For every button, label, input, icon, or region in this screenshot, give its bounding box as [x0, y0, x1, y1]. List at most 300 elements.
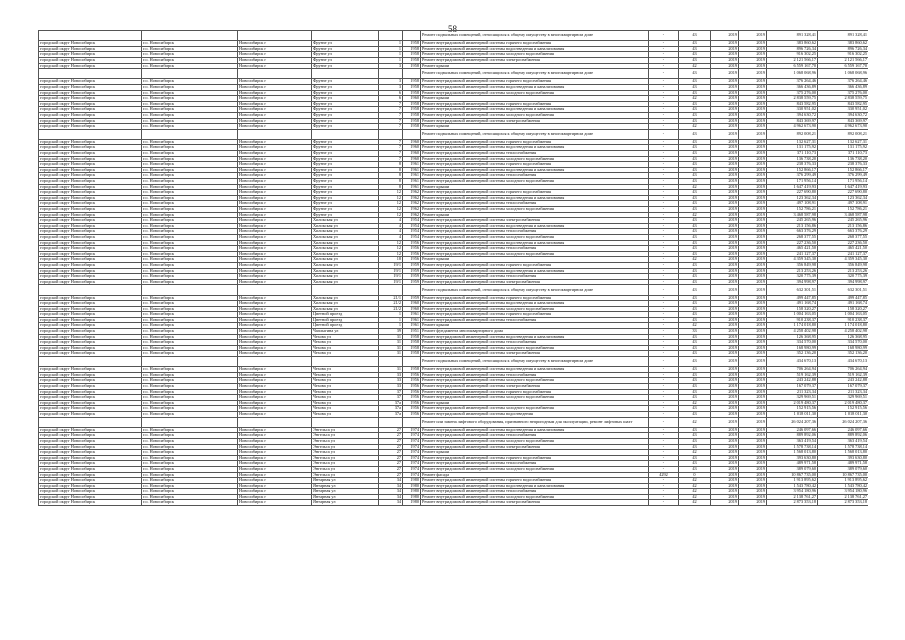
cell-house-number: 39	[379, 329, 403, 335]
cell-city: Новосибирск г	[238, 96, 312, 102]
table-body	[39, 31, 869, 506]
cell-build-year: 1958	[403, 57, 421, 63]
cell-year-start: 2019	[711, 251, 739, 257]
cell-house-number: 8	[379, 162, 403, 168]
cell-year-start: 2019	[711, 438, 739, 444]
cell-build-year: 1980	[403, 494, 421, 500]
cell-house-number: 33	[379, 372, 403, 378]
cell-build-year: 1958	[403, 367, 421, 373]
cell-street: Хилокская ул	[312, 262, 379, 268]
cell-municipality: городской округ Новосибирск	[39, 145, 142, 151]
cell-year-end: 2019	[739, 251, 767, 257]
cell-cost-total: 491 168,74	[818, 301, 869, 307]
cell-year-end: 2019	[739, 340, 767, 346]
cell-term: 43	[679, 173, 711, 179]
cell-city: Новосибирск г	[238, 372, 312, 378]
cell-street: Энгельса ул	[312, 472, 379, 478]
cell-year-end: 2019	[739, 184, 767, 190]
cell-district: г.о. Новосибирск	[142, 207, 238, 213]
cell-city: Новосибирск г	[238, 400, 312, 406]
cell-work-type: Ремонт внутридомовой инженерной системы водоотведения	[421, 411, 649, 417]
cell-municipality: городской округ Новосибирск	[39, 52, 142, 58]
cell-street: Цветной проезд	[312, 317, 379, 323]
cell-work-type: Ремонт внутридомовой инженерной системы холодного водоснабжения	[421, 156, 649, 162]
cell-cost-total: 10 867 735,00	[818, 472, 869, 478]
cell-build-year: 1956	[403, 411, 421, 417]
cell-city	[238, 285, 312, 295]
cell-work-type: Ремонт внутридомовой инженерной системы электроснабжения	[421, 444, 649, 450]
cell-district: г.о. Новосибирск	[142, 274, 238, 280]
cell-cost: 1 068 068,96	[767, 69, 818, 79]
cell-street: Хилокская ул	[312, 295, 379, 301]
cell-house-number: 33	[379, 384, 403, 390]
cell-municipality	[39, 31, 142, 41]
cell-street: Хилокская ул	[312, 223, 379, 229]
cell-work-type: Ремонт внутридомовой инженерной системы водоотведения и канализования	[421, 46, 649, 52]
cell-work-type: Ремонт внутридомовой инженерной системы горячего водоснабжения	[421, 79, 649, 85]
cell-city: Новосибирск г	[238, 190, 312, 196]
cell-street: Янтарная ул	[312, 494, 379, 500]
cell-work-type: Ремонт или замена лифтового оборудования, признанного непригодным для эксплуатации, ремонт лифтовых шахт	[421, 417, 649, 427]
cell-year-start: 2019	[711, 295, 739, 301]
cell-term: 43	[679, 466, 711, 472]
cell-year-start: 2019	[711, 489, 739, 495]
cell-work-type: Ремонт внутридомовой инженерной системы холодного водоснабжения	[421, 466, 649, 472]
cell-cost-total: 152 786,21	[818, 207, 869, 213]
cell-cost: 213 156,86	[767, 223, 818, 229]
cell-cost: 389 079,60	[767, 466, 818, 472]
cell-year-start: 2019	[711, 351, 739, 357]
cell-cost: 241 127,37	[767, 251, 818, 257]
cell-street: Янтарная ул	[312, 500, 379, 506]
cell-work-type: Ремонт внутридомовой инженерной системы горячего водоснабжения	[421, 162, 649, 168]
cell-city: Новосибирск г	[238, 301, 312, 307]
cell-build-year	[403, 357, 421, 367]
cell-work-type: Ремонт внутридомовой инженерной системы холодного водоснабжения	[421, 251, 649, 257]
cell-build-year: 1954	[403, 223, 421, 229]
cell-build-year	[403, 417, 421, 427]
cell-year-start: 2019	[711, 184, 739, 190]
cell-district: г.о. Новосибирск	[142, 334, 238, 340]
cell-municipality: городской округ Новосибирск	[39, 167, 142, 173]
cell-area: -	[649, 107, 679, 113]
cell-city: Новосибирск г	[238, 156, 312, 162]
cell-cost-total: 465 421,50	[818, 246, 869, 252]
cell-house-number: 19/1	[379, 279, 403, 285]
cell-city: Новосибирск г	[238, 173, 312, 179]
cell-area: -	[649, 229, 679, 235]
cell-house-number: 27	[379, 444, 403, 450]
cell-year-start: 2019	[711, 494, 739, 500]
cell-district: г.о. Новосибирск	[142, 84, 238, 90]
cell-work-type: Ремонт внутридомовой инженерной системы теплоснабжения	[421, 173, 649, 179]
cell-area: -	[649, 317, 679, 323]
cell-municipality: городской округ Новосибирск	[39, 494, 142, 500]
cell-district	[142, 285, 238, 295]
cell-area: -	[649, 162, 679, 168]
cell-district	[142, 417, 238, 427]
cell-area: -	[649, 433, 679, 439]
cell-area: -	[649, 351, 679, 357]
cell-cost-total: 211 323,34	[818, 389, 869, 395]
cell-house-number	[379, 69, 403, 79]
cell-district	[142, 129, 238, 139]
cell-work-type: Ремонт внутридомовой инженерной системы холодного водоснабжения	[421, 378, 649, 384]
cell-term: 43	[679, 444, 711, 450]
cell-work-type: Ремонт внутридомовой инженерной системы теплоснабжения	[421, 274, 649, 280]
cell-district: г.о. Новосибирск	[142, 483, 238, 489]
cell-cost: 227 690,80	[767, 190, 818, 196]
cell-street: Хилокская ул	[312, 229, 379, 235]
cell-year-end: 2019	[739, 145, 767, 151]
cell-street: Фрунзе ул	[312, 173, 379, 179]
cell-city: Новосибирск г	[238, 461, 312, 467]
table-row	[39, 69, 869, 79]
cell-year-end: 2019	[739, 124, 767, 130]
cell-cost-total: 376 299,49	[818, 173, 869, 179]
cell-work-type: Ремонт внутридомовой инженерной системы горячего водоснабжения	[421, 455, 649, 461]
cell-year-end: 2019	[739, 162, 767, 168]
cell-year-start: 2019	[711, 218, 739, 224]
cell-build-year: 1974	[403, 427, 421, 433]
cell-build-year: 1959	[403, 262, 421, 268]
cell-term: 42	[679, 483, 711, 489]
cell-house-number: 1	[379, 57, 403, 63]
cell-area: -	[649, 195, 679, 201]
cell-municipality: городской округ Новосибирск	[39, 218, 142, 224]
cell-year-start: 2019	[711, 400, 739, 406]
cell-street: Энгельса ул	[312, 455, 379, 461]
cell-cost-total: 1 174 018,80	[818, 323, 869, 329]
cell-year-end: 2019	[739, 118, 767, 124]
cell-area: -	[649, 84, 679, 90]
cell-term: 43	[679, 306, 711, 312]
cell-house-number: 7	[379, 124, 403, 130]
cell-cost: 889 892,06	[767, 433, 818, 439]
cell-year-start: 2019	[711, 240, 739, 246]
cell-build-year: 1980	[403, 500, 421, 506]
cell-year-end: 2019	[739, 63, 767, 69]
cell-cost-total: 2 138 761,27	[818, 494, 869, 500]
cell-cost: 330 951,02	[767, 107, 818, 113]
cell-build-year: 1958	[403, 351, 421, 357]
cell-district: г.о. Новосибирск	[142, 257, 238, 263]
cell-cost: 2 121 566,17	[767, 57, 818, 63]
cell-district: г.о. Новосибирск	[142, 444, 238, 450]
cell-city	[238, 357, 312, 367]
cell-municipality: городской округ Новосибирск	[39, 118, 142, 124]
cell-cost-total: 245 265,96	[818, 218, 869, 224]
cell-cost-total: 330 951,02	[818, 107, 869, 113]
table-row	[39, 31, 869, 41]
cell-district: г.о. Новосибирск	[142, 184, 238, 190]
cell-year-start: 2019	[711, 207, 739, 213]
cell-term: 43	[679, 190, 711, 196]
cell-area: -	[649, 69, 679, 79]
cell-street: Хилокская ул	[312, 301, 379, 307]
cell-year-start: 2019	[711, 229, 739, 235]
cell-area: -	[649, 46, 679, 52]
cell-cost: 238 376,33	[767, 162, 818, 168]
cell-year-start: 2019	[711, 279, 739, 285]
cell-year-end: 2019	[739, 257, 767, 263]
cell-term: 43	[679, 395, 711, 401]
cell-build-year: 1958	[403, 345, 421, 351]
cell-district: г.о. Новосибирск	[142, 306, 238, 312]
cell-cost: 393 630,80	[767, 455, 818, 461]
cell-municipality: городской округ Новосибирск	[39, 340, 142, 346]
cell-cost: 363 419,54	[767, 438, 818, 444]
cell-city: Новосибирск г	[238, 179, 312, 185]
cell-house-number: 4	[379, 234, 403, 240]
cell-cost: 1 578 738,14	[767, 444, 818, 450]
cell-street	[312, 31, 379, 41]
cell-work-type: Ремонт внутридомовой инженерной системы электроснабжения	[421, 57, 649, 63]
cell-city: Новосибирск г	[238, 340, 312, 346]
cell-build-year: 1962	[403, 212, 421, 218]
cell-cost: 489 971,58	[767, 461, 818, 467]
cell-district: г.о. Новосибирск	[142, 494, 238, 500]
cell-year-start: 2019	[711, 90, 739, 96]
cell-year-start: 2019	[711, 433, 739, 439]
cell-cost: 375 276,00	[767, 90, 818, 96]
cell-area: -	[649, 31, 679, 41]
cell-city: Новосибирск г	[238, 483, 312, 489]
cell-term: 43	[679, 334, 711, 340]
cell-year-end: 2019	[739, 69, 767, 79]
cell-area: -	[649, 201, 679, 207]
cell-area: -	[649, 301, 679, 307]
cell-district: г.о. Новосибирск	[142, 124, 238, 130]
cell-work-type: Ремонт внутридомовой инженерной системы электроснабжения	[421, 118, 649, 124]
cell-work-type: Ремонт внутридомовой инженерной системы электроснабжения	[421, 218, 649, 224]
cell-city: Новосибирск г	[238, 500, 312, 506]
cell-cost-total: 1 543 780,42	[818, 483, 869, 489]
cell-year-end: 2019	[739, 179, 767, 185]
cell-street: Чехова ул	[312, 340, 379, 346]
cell-area: -	[649, 295, 679, 301]
cell-year-end: 2019	[739, 400, 767, 406]
cell-street: Фрунзе ул	[312, 79, 379, 85]
cell-district: г.о. Новосибирск	[142, 317, 238, 323]
cell-street: Фрунзе ул	[312, 57, 379, 63]
cell-area: -	[649, 184, 679, 190]
cell-district: г.о. Новосибирск	[142, 472, 238, 478]
cell-work-type: Ремонт внутридомовой инженерной системы теплоснабжения	[421, 372, 649, 378]
cell-year-end: 2019	[739, 450, 767, 456]
cell-year-end: 2019	[739, 229, 767, 235]
cell-cost-total: 519 162,39	[818, 372, 869, 378]
cell-cost: 4 962 673,90	[767, 124, 818, 130]
cell-municipality: городской округ Новосибирск	[39, 466, 142, 472]
cell-area: -	[649, 417, 679, 427]
cell-term: 42	[679, 500, 711, 506]
cell-work-type: Ремонт внутридомовой инженерной системы водоотведения и канализования	[421, 167, 649, 173]
cell-year-end: 2019	[739, 201, 767, 207]
cell-cost-total: 1 018 011,30	[818, 411, 869, 417]
cell-district: г.о. Новосибирск	[142, 240, 238, 246]
cell-year-start: 2019	[711, 223, 739, 229]
cell-term: 33	[679, 329, 711, 335]
cell-district: г.о. Новосибирск	[142, 372, 238, 378]
cell-cost: 2 138 761,27	[767, 494, 818, 500]
cell-area: -	[649, 444, 679, 450]
cell-house-number: 1	[379, 41, 403, 47]
cell-cost: 26 024 207,36	[767, 417, 818, 427]
cell-year-end: 2019	[739, 234, 767, 240]
cell-build-year: 1956	[403, 400, 421, 406]
cell-build-year: 1958	[403, 63, 421, 69]
cell-term: 43	[679, 84, 711, 90]
cell-area: -	[649, 274, 679, 280]
cell-year-start: 2019	[711, 389, 739, 395]
cell-city: Новосибирск г	[238, 367, 312, 373]
cell-cost-total: 152 866,17	[818, 167, 869, 173]
cell-area: -	[649, 312, 679, 318]
cell-year-end: 2019	[739, 90, 767, 96]
cell-cost: 910 238,37	[767, 317, 818, 323]
cell-year-start: 2019	[711, 345, 739, 351]
cell-cost: 334 570,00	[767, 340, 818, 346]
cell-year-start: 2019	[711, 101, 739, 107]
cell-area: -	[649, 466, 679, 472]
cell-term: 43	[679, 312, 711, 318]
cell-term: 43	[679, 372, 711, 378]
cell-term: 43	[679, 378, 711, 384]
cell-cost-total: 383 860,62	[818, 41, 869, 47]
cell-street: Фрунзе ул	[312, 118, 379, 124]
cell-term: 43	[679, 251, 711, 257]
cell-work-type: Ремонт внутридомовой инженерной системы холодного водоснабжения	[421, 179, 649, 185]
cell-district: г.о. Новосибирск	[142, 323, 238, 329]
cell-street: Фрунзе ул	[312, 207, 379, 213]
page-number: 58	[448, 24, 457, 34]
cell-street: Чехова ул	[312, 351, 379, 357]
cell-area: -	[649, 406, 679, 412]
cell-cost: 3 468 587,98	[767, 212, 818, 218]
cell-cost: 497 108,91	[767, 201, 818, 207]
cell-street: Фрунзе ул	[312, 190, 379, 196]
cell-house-number: 21/2	[379, 301, 403, 307]
cell-work-type: Ремонт внутридомовой инженерной системы теплоснабжения	[421, 151, 649, 157]
cell-cost-total: 632 301,51	[818, 285, 869, 295]
cell-work-type: Ремонт фасада	[421, 472, 649, 478]
cell-cost-total: 132 627,31	[818, 139, 869, 145]
cell-municipality: городской округ Новосибирск	[39, 389, 142, 395]
cell-street: Фрунзе ул	[312, 201, 379, 207]
cell-year-start: 2019	[711, 262, 739, 268]
cell-street: Хилокская ул	[312, 218, 379, 224]
cell-build-year: 1960	[403, 301, 421, 307]
cell-term: 43	[679, 179, 711, 185]
cell-district: г.о. Новосибирск	[142, 218, 238, 224]
cell-year-end: 2019	[739, 190, 767, 196]
cell-year-end: 2019	[739, 79, 767, 85]
cell-work-type: Ремонт внутридомовой инженерной системы горячего водоснабжения	[421, 389, 649, 395]
cell-district: г.о. Новосибирск	[142, 156, 238, 162]
cell-area: -	[649, 139, 679, 145]
cell-term: 43	[679, 351, 711, 357]
cell-year-end: 2019	[739, 317, 767, 323]
cell-year-end: 2019	[739, 334, 767, 340]
cell-street: Чехова ул	[312, 400, 379, 406]
cell-street: Чехова ул	[312, 406, 379, 412]
cell-cost-total: 320 775,39	[818, 274, 869, 280]
cell-street: Хилокская ул	[312, 274, 379, 280]
cell-cost: 663 376,29	[767, 229, 818, 235]
cell-year-start: 2019	[711, 84, 739, 90]
cell-area: -	[649, 179, 679, 185]
cell-street: Чехова ул	[312, 378, 379, 384]
cell-term: 43	[679, 139, 711, 145]
cell-year-start: 2019	[711, 167, 739, 173]
cell-year-end: 2019	[739, 372, 767, 378]
cell-year-start: 2019	[711, 57, 739, 63]
cell-street: Фрунзе ул	[312, 179, 379, 185]
cell-district: г.о. Новосибирск	[142, 461, 238, 467]
cell-area: -	[649, 240, 679, 246]
cell-municipality: городской округ Новосибирск	[39, 201, 142, 207]
cell-work-type: Ремонт подвальных помещений, относящихся к общему имуществу в многоквартирном доме	[421, 357, 649, 367]
cell-build-year: 1956	[403, 384, 421, 390]
cell-build-year: 1956	[403, 246, 421, 252]
cell-year-end: 2019	[739, 195, 767, 201]
cell-area: -	[649, 52, 679, 58]
cell-area: -	[649, 400, 679, 406]
cell-house-number: 8	[379, 167, 403, 173]
cell-term: 43	[679, 145, 711, 151]
cell-year-end: 2019	[739, 167, 767, 173]
cell-work-type: Ремонт внутридомовой инженерной системы холодного водоснабжения	[421, 52, 649, 58]
cell-city: Новосибирск г	[238, 223, 312, 229]
cell-house-number: 12	[379, 207, 403, 213]
cell-municipality: городской округ Новосибирск	[39, 489, 142, 495]
cell-build-year: 1980	[403, 483, 421, 489]
cell-city: Новосибирск г	[238, 345, 312, 351]
cell-cost: 123 362,34	[767, 195, 818, 201]
cell-street: Фрунзе ул	[312, 41, 379, 47]
cell-city: Новосибирск г	[238, 395, 312, 401]
cell-street: Фрунзе ул	[312, 124, 379, 130]
cell-work-type: Ремонт внутридомовой инженерной системы теплоснабжения	[421, 229, 649, 235]
cell-cost-total: 497 108,91	[818, 201, 869, 207]
cell-cost-total: 393 630,80	[818, 455, 869, 461]
cell-year-end: 2019	[739, 345, 767, 351]
cell-year-start: 2019	[711, 285, 739, 295]
cell-municipality: городской округ Новосибирск	[39, 63, 142, 69]
cell-work-type: Ремонт внутридомовой инженерной системы холодного водоснабжения	[421, 395, 649, 401]
cell-year-end: 2019	[739, 301, 767, 307]
cell-house-number: 6	[379, 90, 403, 96]
cell-municipality: городской округ Новосибирск	[39, 472, 142, 478]
cell-district: г.о. Новосибирск	[142, 295, 238, 301]
cell-city: Новосибирск г	[238, 112, 312, 118]
cell-district: г.о. Новосибирск	[142, 223, 238, 229]
cell-year-start: 2019	[711, 41, 739, 47]
cell-cost: 1 174 018,80	[767, 323, 818, 329]
cell-area: -	[649, 41, 679, 47]
cell-municipality	[39, 69, 142, 79]
cell-term: 43	[679, 461, 711, 467]
cell-house-number: 37	[379, 395, 403, 401]
cell-cost-total: 6 559 167,70	[818, 63, 869, 69]
cell-street	[312, 417, 379, 427]
cell-year-start: 2019	[711, 118, 739, 124]
cell-house-number: 7	[379, 107, 403, 113]
cell-area: -	[649, 190, 679, 196]
cell-cost: 171 956,14	[767, 179, 818, 185]
cell-cost: 491 168,74	[767, 301, 818, 307]
